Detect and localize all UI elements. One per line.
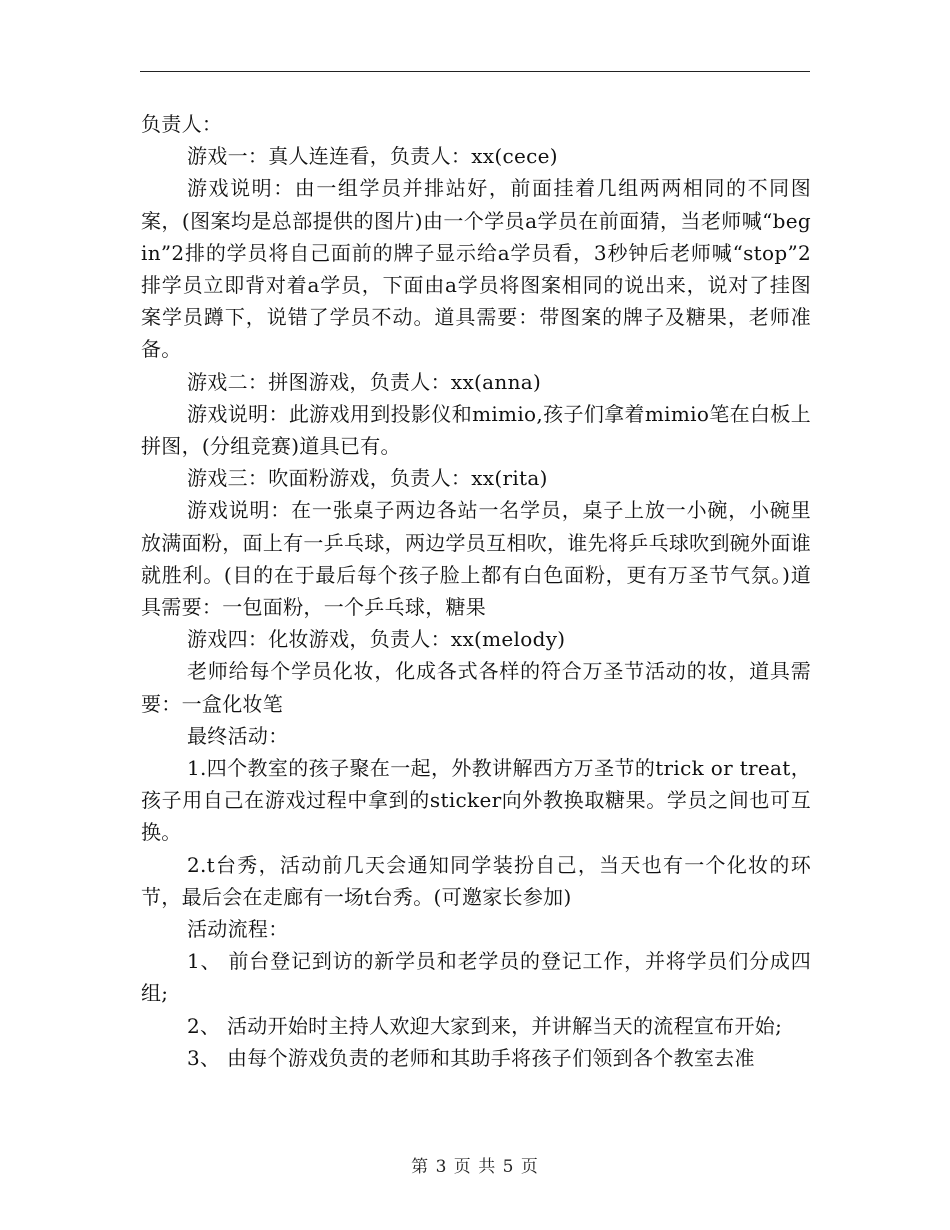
paragraph-6: 游戏三：吹面粉游戏，负责人：xx(rita)	[187, 466, 548, 491]
header-rule	[140, 71, 810, 72]
page-number-footer: 第 3 页 共 5 页	[411, 1157, 539, 1177]
paragraph-15: 2、 活动开始时主持人欢迎大家到来，并讲解当天的流程宣布开始;	[187, 1013, 783, 1038]
paragraph-4: 游戏二：拼图游戏，负责人：xx(anna)	[187, 369, 542, 394]
paragraph-9: 老师给每个学员化妆，化成各式各样的符合万圣节活动的妆，道具需要：一盒化妆笔	[141, 659, 811, 716]
paragraph-10: 最终活动：	[187, 723, 289, 748]
paragraph-11: 1.四个教室的孩子聚在一起，外教讲解西方万圣节的trick or treat，孩子用自己在游戏过程中拿到的sticker向外教换取糖果。学员之间也可互换。	[141, 756, 811, 845]
body-text	[141, 108, 811, 1074]
paragraph-12: 2.t台秀，活动前几天会通知同学装扮自己，当天也有一个化妆的环节，最后会在走廊有一场t台秀。(可邀家长参加)	[141, 852, 811, 909]
paragraph-8: 游戏四：化妆游戏，负责人：xx(melody)	[187, 627, 566, 652]
paragraph-16: 3、 由每个游戏负责的老师和其助手将孩子们领到各个教室去准	[187, 1045, 755, 1070]
paragraph-1: 负责人：	[141, 112, 223, 136]
paragraph-3: 游戏说明：由一组学员并排站好，前面挂着几组两两相同的不同图案，(图案均是总部提供的图片)由一个学员a学员在前面猜，当老师喊“begin”2排的学员将自己面前的牌子显示给a学员看，3秒钟后老师喊“stop”2排学员立即背对着a学员，下面由a学员将图案相同的说出来，说对了挂图案学员蹲下，说错了学员不动。道具需要：带图案的牌子及糖果，老师准备。	[141, 176, 811, 362]
paragraph-7: 游戏说明：在一张桌子两边各站一名学员，桌子上放一小碗，小碗里放满面粉，面上有一乒乓球，两边学员互相吹，谁先将乒乓球吹到碗外面谁就胜利。(目的在于最后每个孩子脸上都有白色面粉，更有万圣节气氛。)道具需要：一包面粉，一个乒乓球，糖果	[141, 498, 811, 620]
paragraph-13: 活动流程：	[187, 917, 289, 942]
paragraph-2: 游戏一：真人连连看，负责人：xx(cece)	[187, 144, 558, 169]
paragraph-5: 游戏说明：此游戏用到投影仪和mimio,孩子们拿着mimio笔在白板上拼图，(分组竞赛)道具已有。	[141, 401, 811, 459]
paragraph-14: 1、 前台登记到访的新学员和老学员的登记工作，并将学员们分成四组;	[141, 949, 811, 1006]
